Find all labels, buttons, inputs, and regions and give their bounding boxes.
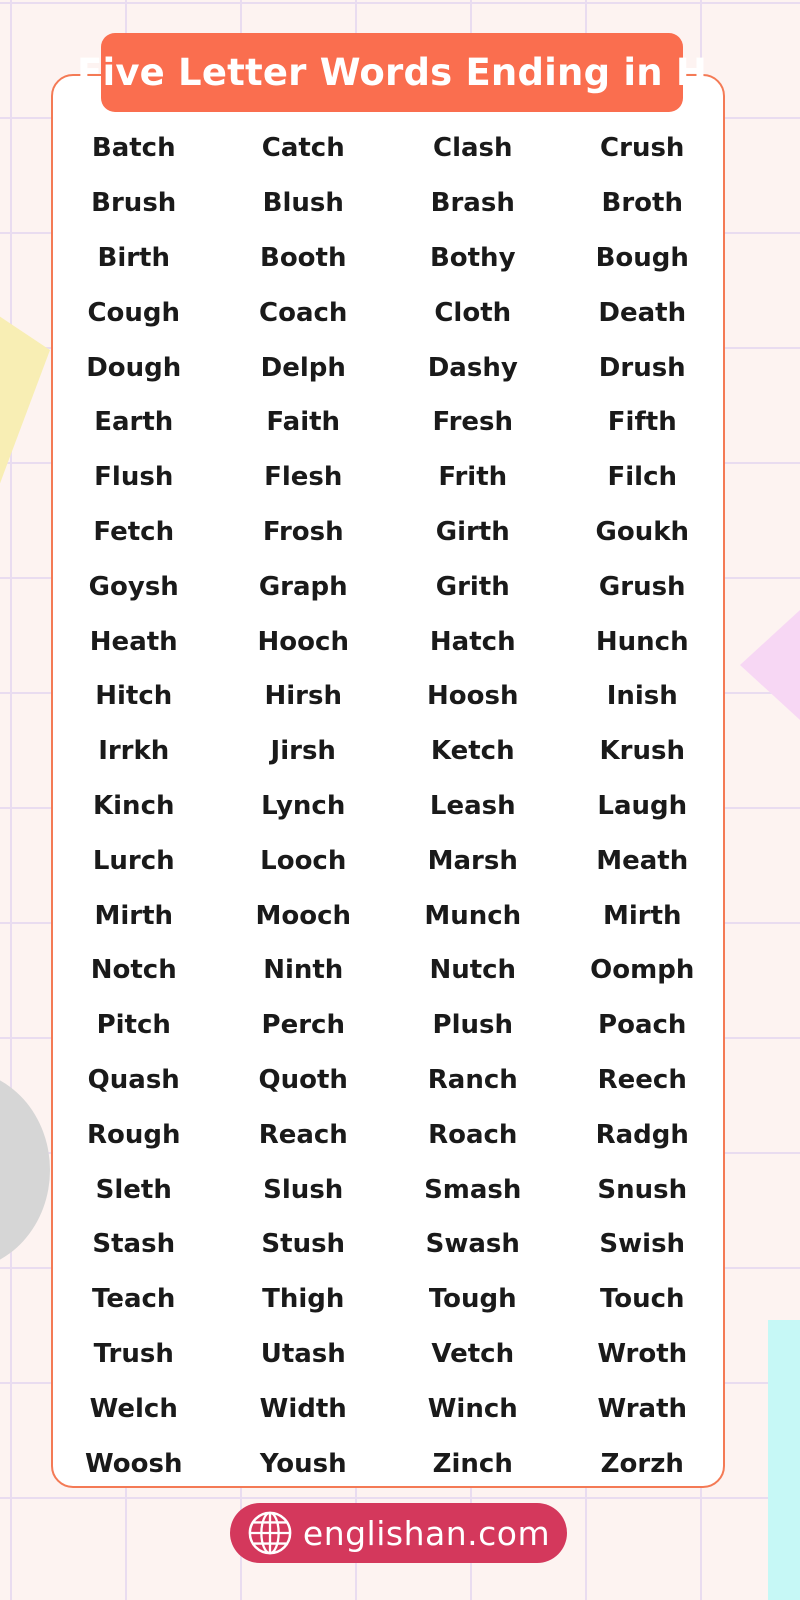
word-item: Reach bbox=[258, 1119, 348, 1150]
word-item: Fifth bbox=[607, 407, 677, 438]
word-item: Smash bbox=[424, 1174, 522, 1205]
word-item: Bothy bbox=[429, 242, 516, 273]
word-item: Clash bbox=[432, 133, 513, 164]
word-item: Laugh bbox=[597, 790, 688, 821]
word-item: Leash bbox=[429, 790, 516, 821]
word-item: Marsh bbox=[427, 845, 518, 876]
word-item: Hitch bbox=[95, 681, 173, 712]
word-item: Faith bbox=[266, 407, 341, 438]
word-item: Mirth bbox=[94, 900, 174, 931]
page-title: Five Letter Words Ending in H bbox=[76, 51, 708, 94]
word-item: Width bbox=[259, 1393, 347, 1424]
word-item: Hirsh bbox=[264, 681, 342, 712]
word-item: Rough bbox=[86, 1119, 181, 1150]
word-item: Heath bbox=[89, 626, 178, 657]
word-item: Catch bbox=[261, 133, 345, 164]
word-item: Hoosh bbox=[427, 681, 519, 712]
word-item: Broth bbox=[601, 188, 683, 219]
word-item: Ketch bbox=[430, 736, 515, 767]
word-item: Notch bbox=[90, 955, 177, 986]
word-item: Ninth bbox=[263, 955, 344, 986]
word-item: Oomph bbox=[590, 955, 695, 986]
word-item: Birth bbox=[97, 242, 170, 273]
word-item: Brush bbox=[91, 188, 177, 219]
word-item: Jirsh bbox=[270, 736, 336, 767]
word-item: Stash bbox=[92, 1229, 176, 1260]
word-item: Roach bbox=[428, 1119, 518, 1150]
word-item: Booth bbox=[260, 242, 347, 273]
word-item: Flush bbox=[94, 462, 174, 493]
word-item: Winch bbox=[427, 1393, 518, 1424]
word-item: Touch bbox=[599, 1284, 685, 1315]
word-item: Lynch bbox=[261, 790, 346, 821]
word-item: Fresh bbox=[432, 407, 514, 438]
word-item: Drush bbox=[598, 352, 686, 383]
word-item: Inish bbox=[606, 681, 678, 712]
word-item: Lurch bbox=[92, 845, 175, 876]
word-item: Flesh bbox=[264, 462, 343, 493]
word-item: Blush bbox=[262, 188, 344, 219]
word-item: Dough bbox=[86, 352, 182, 383]
word-item: Batch bbox=[91, 133, 176, 164]
word-item: Welch bbox=[89, 1393, 178, 1424]
word-item: Dashy bbox=[427, 352, 518, 383]
word-item: Graph bbox=[258, 571, 348, 602]
word-item: Stush bbox=[261, 1229, 346, 1260]
word-item: Tough bbox=[428, 1284, 517, 1315]
word-item: Plush bbox=[432, 1010, 513, 1041]
word-item: Pitch bbox=[96, 1010, 171, 1041]
word-item: Woosh bbox=[85, 1448, 183, 1479]
word-item: Hunch bbox=[595, 626, 689, 657]
word-grid bbox=[49, 121, 727, 1491]
word-item: Yoush bbox=[259, 1448, 347, 1479]
word-item: Crush bbox=[600, 133, 685, 164]
word-item: Poach bbox=[598, 1010, 687, 1041]
word-item: Delph bbox=[260, 352, 346, 383]
word-item: Goukh bbox=[595, 516, 689, 547]
title-banner bbox=[76, 33, 708, 112]
word-item: Sleth bbox=[95, 1174, 172, 1205]
word-item: Cough bbox=[87, 297, 181, 328]
decorative-gray-circle bbox=[0, 1070, 50, 1270]
word-item: Grith bbox=[435, 571, 510, 602]
word-item: Radgh bbox=[595, 1119, 689, 1150]
word-item: Brash bbox=[430, 188, 515, 219]
decorative-pink-triangle bbox=[740, 610, 800, 720]
word-item: Earth bbox=[94, 407, 174, 438]
word-item: Fetch bbox=[93, 516, 175, 547]
word-item: Vetch bbox=[431, 1338, 515, 1369]
word-item: Mooch bbox=[255, 900, 352, 931]
word-item: Goysh bbox=[88, 571, 179, 602]
word-item: Coach bbox=[259, 297, 348, 328]
word-item: Swash bbox=[425, 1229, 520, 1260]
word-item: Thigh bbox=[262, 1284, 345, 1315]
word-item: Krush bbox=[599, 736, 685, 767]
word-item: Snush bbox=[597, 1174, 688, 1205]
word-item: Grush bbox=[598, 571, 686, 602]
decorative-yellow-triangle bbox=[0, 310, 50, 510]
word-item: Munch bbox=[424, 900, 522, 931]
word-item: Swish bbox=[599, 1229, 686, 1260]
word-item: Bough bbox=[595, 242, 689, 273]
word-item: Cloth bbox=[434, 297, 512, 328]
word-item: Slush bbox=[263, 1174, 344, 1205]
word-item: Filch bbox=[607, 462, 677, 493]
word-item: Frith bbox=[438, 462, 508, 493]
word-item: Zorzh bbox=[600, 1448, 684, 1479]
website-badge[interactable] bbox=[230, 1503, 567, 1563]
word-item: Death bbox=[598, 297, 687, 328]
word-item: Zinch bbox=[432, 1448, 513, 1479]
word-item: Girth bbox=[435, 516, 510, 547]
website-url[interactable]: englishan.com bbox=[302, 1513, 551, 1553]
word-item: Nutch bbox=[429, 955, 517, 986]
word-item: Ranch bbox=[427, 1064, 518, 1095]
globe-icon bbox=[247, 1510, 293, 1556]
word-item: Hooch bbox=[257, 626, 349, 657]
word-item: Utash bbox=[260, 1338, 346, 1369]
word-item: Meath bbox=[596, 845, 689, 876]
word-item: Perch bbox=[261, 1010, 345, 1041]
word-item: Quoth bbox=[258, 1064, 348, 1095]
word-item: Hatch bbox=[429, 626, 516, 657]
word-item: Teach bbox=[92, 1284, 176, 1315]
word-item: Kinch bbox=[93, 790, 175, 821]
word-item: Reech bbox=[597, 1064, 687, 1095]
word-item: Irrkh bbox=[98, 736, 170, 767]
word-item: Wroth bbox=[597, 1338, 688, 1369]
word-item: Mirth bbox=[602, 900, 682, 931]
word-item: Frosh bbox=[262, 516, 344, 547]
word-item: Looch bbox=[260, 845, 347, 876]
word-item: Wrath bbox=[597, 1393, 688, 1424]
decorative-cyan-bar bbox=[768, 1320, 800, 1600]
word-item: Trush bbox=[93, 1338, 174, 1369]
word-item: Quash bbox=[87, 1064, 180, 1095]
